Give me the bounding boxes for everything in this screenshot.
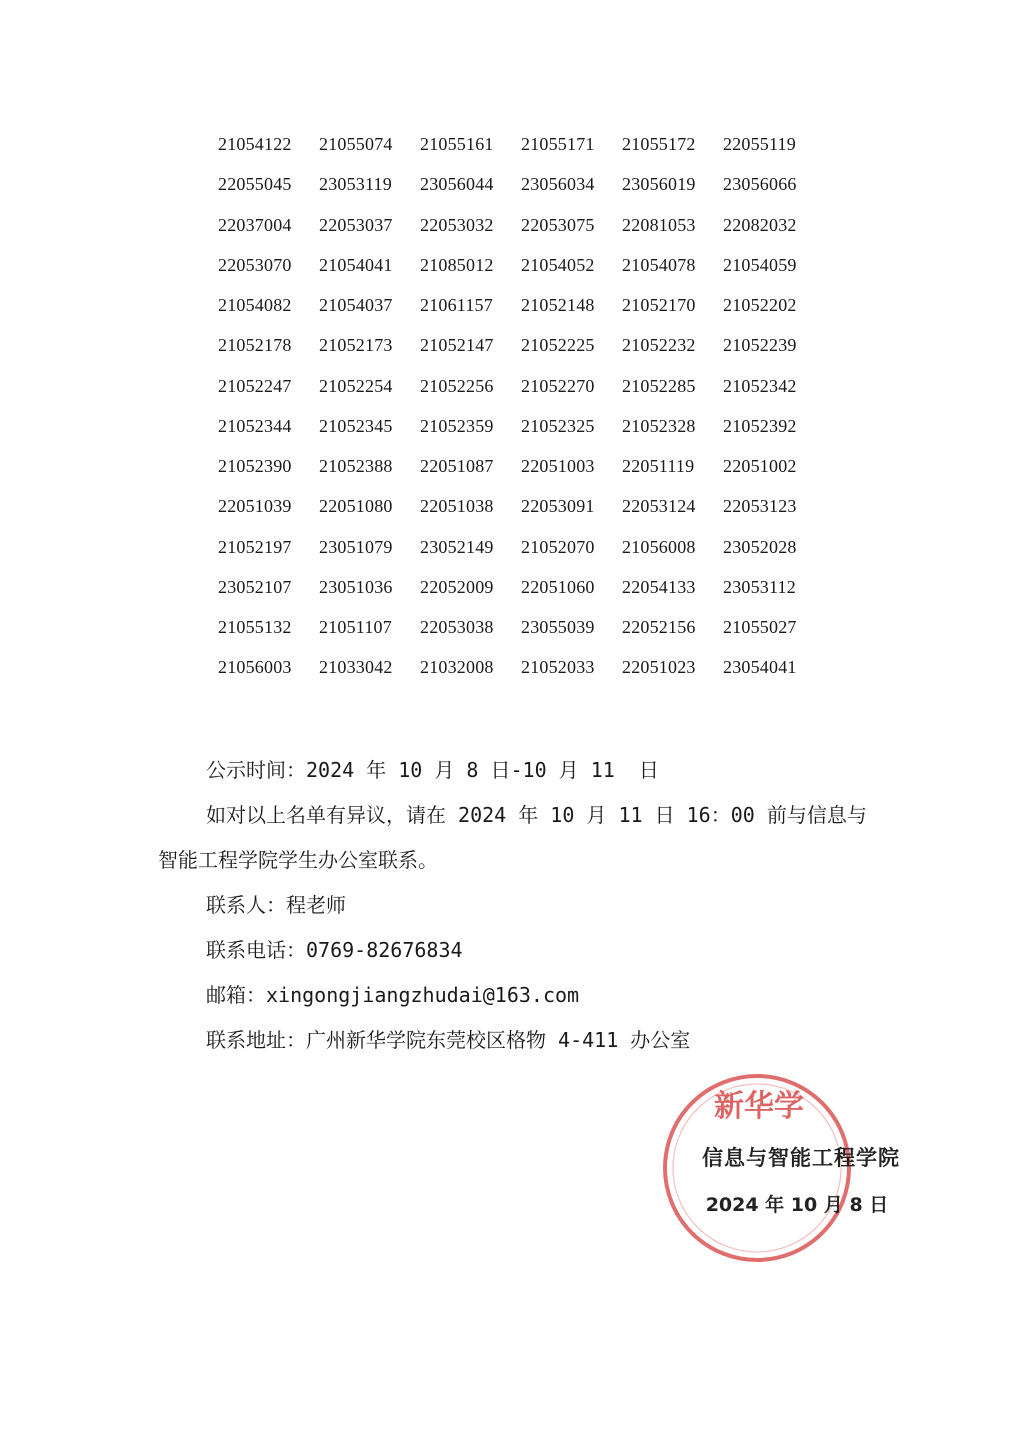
- student-id: 23056019: [622, 174, 696, 195]
- student-id: 22053123: [723, 496, 797, 517]
- student-id: 21056003: [218, 657, 292, 678]
- contact-email: 邮箱：xingongjiangzhudai@163.com: [206, 983, 580, 1007]
- student-id: 22053070: [218, 254, 292, 275]
- student-id: 21052232: [622, 335, 696, 356]
- student-id: 23056066: [723, 174, 797, 195]
- student-id: 21052390: [218, 456, 292, 476]
- student-id: 23053112: [723, 576, 796, 597]
- student-id: 21054041: [319, 254, 393, 275]
- student-id: 21052197: [218, 536, 292, 557]
- student-id: 21052359: [420, 415, 494, 436]
- student-id: 21054082: [218, 295, 292, 315]
- student-id: 23056034: [521, 174, 595, 195]
- student-id: 22051060: [521, 576, 595, 597]
- student-id: 21052270: [521, 375, 595, 396]
- student-id: 21052170: [622, 295, 696, 315]
- contact-phone: 联系电话：0769-82676834: [206, 938, 463, 962]
- student-id: 23052107: [218, 576, 292, 597]
- student-id: 22052009: [420, 576, 494, 597]
- contact-address: 联系地址：广州新华学院东莞校区格物 4-411 办公室: [206, 1028, 691, 1052]
- student-id: 21052033: [521, 657, 595, 678]
- objection-note: 如对以上名单有异议，请在 2024 年 10 月 11 日 16：00 前与信息与智能工程学院学生办公室联系。: [158, 803, 867, 872]
- student-id: 21054059: [723, 254, 797, 275]
- student-id: 22053037: [319, 214, 393, 235]
- student-id: 22051003: [521, 456, 595, 476]
- student-id: 21052344: [218, 415, 292, 436]
- student-id: 21052178: [218, 335, 292, 356]
- official-seal: [652, 1070, 902, 1270]
- student-id: 22055045: [218, 174, 292, 195]
- student-id: 22051087: [420, 456, 494, 476]
- student-id: 21052147: [420, 335, 494, 356]
- student-id: 22053124: [622, 496, 696, 517]
- student-id: 21052173: [319, 335, 393, 356]
- student-id: 22051002: [723, 456, 797, 476]
- student-id: 21054052: [521, 254, 595, 275]
- student-id: 21085012: [420, 254, 494, 275]
- student-id: 22053075: [521, 214, 595, 235]
- student-id: 21052225: [521, 335, 595, 356]
- student-id: 21052328: [622, 415, 696, 436]
- student-id: 21056008: [622, 536, 696, 557]
- student-id: 23055039: [521, 617, 595, 637]
- student-id: 21052325: [521, 415, 595, 436]
- student-id: 22053038: [420, 617, 494, 637]
- student-id: 23052149: [420, 536, 494, 557]
- student-id: 21052247: [218, 375, 292, 396]
- student-id: 22051023: [622, 657, 696, 678]
- student-id: 21054037: [319, 295, 393, 315]
- student-id: 21054078: [622, 254, 696, 275]
- publicity-time: 公示时间：2024 年 10 月 8 日-10 月 11 日: [206, 758, 659, 782]
- notice-section: [158, 748, 878, 1063]
- student-id: 22051038: [420, 496, 494, 517]
- student-id: 21052345: [319, 415, 393, 436]
- student-id: 21033042: [319, 657, 393, 678]
- student-id: 23052028: [723, 536, 797, 557]
- student-id: 22081053: [622, 214, 696, 235]
- student-id: 21052254: [319, 375, 393, 396]
- student-id: 22051080: [319, 496, 393, 517]
- student-id: 21055161: [420, 134, 494, 154]
- student-id: 23054041: [723, 657, 797, 678]
- student-id: 21054122: [218, 134, 292, 154]
- student-id: 23051036: [319, 576, 393, 597]
- student-id: 21055132: [218, 617, 292, 637]
- student-id: 21052285: [622, 375, 696, 396]
- student-id: 22054133: [622, 576, 696, 597]
- student-id: 22051039: [218, 496, 292, 517]
- student-id: 21061157: [420, 295, 493, 315]
- student-id: 21055074: [319, 134, 393, 154]
- student-id: 21055027: [723, 617, 797, 637]
- seal-school-name: 信息与智能工程学院: [702, 1146, 900, 1170]
- student-id: 21032008: [420, 657, 494, 678]
- student-id: 22051119: [622, 456, 695, 476]
- student-id: 21052239: [723, 335, 797, 356]
- student-id: 22053032: [420, 214, 494, 235]
- student-id: 21055171: [521, 134, 595, 154]
- student-id: 21052148: [521, 295, 595, 315]
- student-id: 21052392: [723, 415, 797, 436]
- student-id: 22052156: [622, 617, 696, 637]
- seal-top-text: 新华学: [714, 1089, 804, 1124]
- student-id: 23053119: [319, 174, 392, 195]
- student-id: 22037004: [218, 214, 292, 235]
- student-id: 22082032: [723, 214, 797, 235]
- student-id: 21051107: [319, 617, 392, 637]
- student-id: 21052342: [723, 375, 797, 396]
- student-id: 22055119: [723, 134, 796, 154]
- student-id: 23056044: [420, 174, 494, 195]
- student-id: 21055172: [622, 134, 696, 154]
- student-id-list: [218, 130, 858, 694]
- seal-date: 2024 年 10 月 8 日: [705, 1194, 889, 1216]
- student-id: 23051079: [319, 536, 393, 557]
- student-id: 21052256: [420, 375, 494, 396]
- student-id: 22053091: [521, 496, 595, 517]
- student-id: 21052202: [723, 295, 797, 315]
- contact-person: 联系人：程老师: [206, 893, 346, 917]
- student-id: 21052070: [521, 536, 595, 557]
- student-id: 21052388: [319, 456, 393, 476]
